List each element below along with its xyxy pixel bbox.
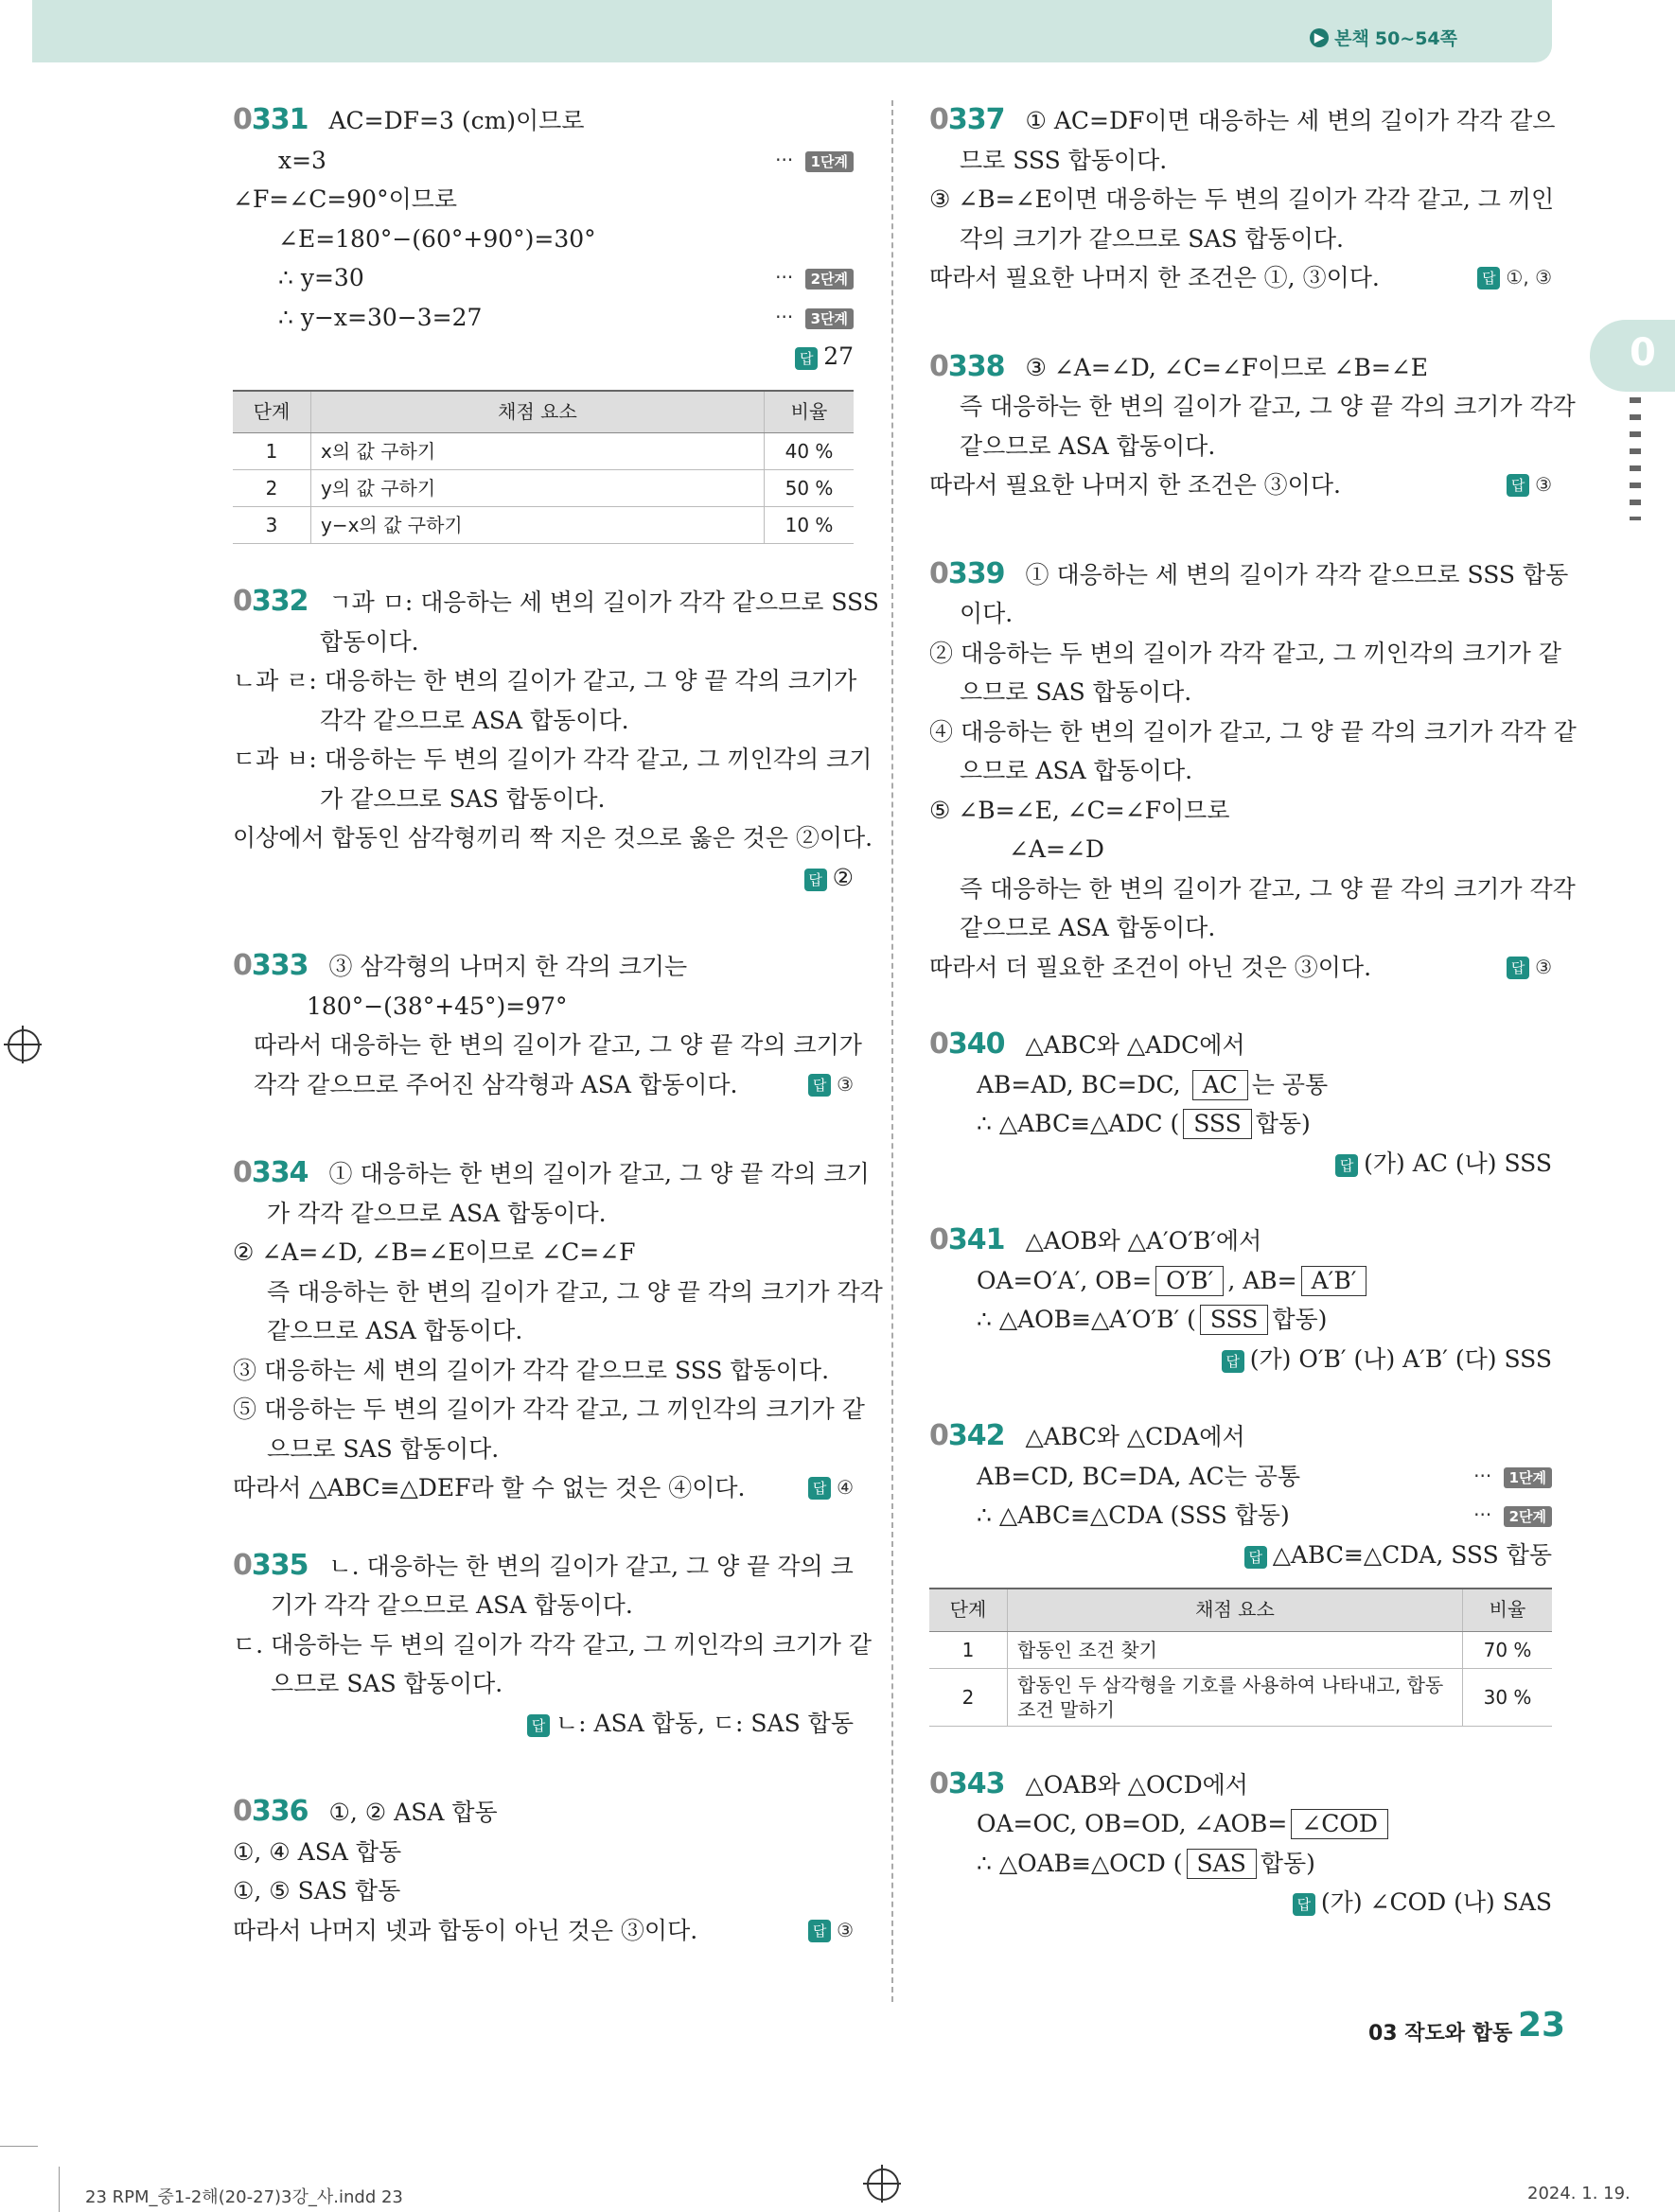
blank-box: O′B′ xyxy=(1155,1266,1224,1296)
solution-line: ∠E=180°−(60°+90°)=30° xyxy=(278,224,596,253)
solution-line: ① 대응하는 한 변의 길이가 같고, 그 양 끝 각의 크기 xyxy=(328,1160,870,1187)
solution-line: 180°−(38°+45°)=97° xyxy=(307,992,568,1020)
solution-line: 같으므로 ASA 합동이다. xyxy=(960,914,1216,941)
solution-line: 각각 같으므로 ASA 합동이다. xyxy=(320,706,629,734)
problem-number: 0338 xyxy=(929,349,1005,383)
solution-line: x=3 xyxy=(278,146,326,174)
answer-icon: 답 xyxy=(808,1920,831,1942)
solution-line: 으므로 ASA 합동이다. xyxy=(960,757,1193,784)
solution-line: ㄷ과 ㅂ: 대응하는 두 변의 길이가 각각 같고, 그 끼인각의 크기 xyxy=(233,746,873,773)
arrow-right-icon: ▶ xyxy=(1310,28,1329,47)
solution-line: ㄴ. 대응하는 한 변의 길이가 같고, 그 양 끝 각의 크 xyxy=(328,1552,854,1580)
answer: 답 (가) AC (나) SSS xyxy=(929,1144,1552,1184)
answer-icon: 답 xyxy=(1507,957,1529,979)
solution-line: 이상에서 합동인 삼각형끼리 짝 지은 것으로 옳은 것은 ②이다. xyxy=(233,824,873,851)
solution-line: 따라서 필요한 나머지 한 조건은 ③이다. xyxy=(929,471,1341,499)
problem-number: 0342 xyxy=(929,1419,1005,1452)
blank-box: A′B′ xyxy=(1301,1266,1367,1296)
solution-line: 가 같으므로 SAS 합동이다. xyxy=(320,784,606,813)
answer: 답 (가) O′B′ (나) A′B′ (다) SSS xyxy=(929,1340,1552,1379)
step-marker: ··· 1단계 xyxy=(1473,1457,1552,1497)
solution-line: 합동이다. xyxy=(320,627,419,656)
problem-number: 0341 xyxy=(929,1223,1005,1256)
table-row: 2 y의 값 구하기 50 % xyxy=(233,470,854,507)
solution-line: ∴ △ABC≡△CDA (SSS 합동) xyxy=(977,1501,1290,1529)
solution-line: 따라서 나머지 넷과 합동이 아닌 것은 ③이다. xyxy=(233,1916,698,1944)
problem-0338 xyxy=(929,347,1576,505)
solution-line: ①, ④ ASA 합동 xyxy=(233,1837,402,1866)
registration-mark-icon xyxy=(8,1029,40,1062)
solution-line: ③ 삼각형의 나머지 한 각의 크기는 xyxy=(328,953,688,980)
solution-line: ② ∠A=∠D, ∠B=∠E이므로 ∠C=∠F xyxy=(233,1238,636,1266)
solution-line: ㄱ과 ㅁ: 대응하는 세 변의 길이가 각각 같으므로 SSS xyxy=(328,588,879,616)
table-row: 3 y−x의 값 구하기 10 % xyxy=(233,507,854,544)
crop-mark xyxy=(59,2167,60,2212)
answer: 답 (가) ∠COD (나) SAS xyxy=(929,1883,1552,1922)
answer-icon: 답 xyxy=(795,347,818,370)
solution-line: 므로 SSS 합동이다. xyxy=(960,146,1168,174)
step-marker: ··· 3단계 xyxy=(775,298,854,338)
answer-icon: 답 xyxy=(1244,1546,1267,1569)
solution-line: △ABC와 △ADC에서 xyxy=(1025,1031,1245,1059)
solution-line: 따라서 △ABC≡△DEF라 할 수 없는 것은 ④이다. xyxy=(233,1474,746,1501)
answer: 답 ㄴ: ASA 합동, ㄷ: SAS 합동 xyxy=(233,1704,854,1744)
problem-0332 xyxy=(233,582,879,897)
problem-number: 0331 xyxy=(233,103,309,136)
solution-line: 각의 크기가 같으므로 SAS 합동이다. xyxy=(960,224,1344,253)
solution-line: 따라서 필요한 나머지 한 조건은 ①, ③이다. xyxy=(929,264,1380,291)
solution-line: ①, ⑤ SAS 합동 xyxy=(233,1877,401,1905)
top-banner xyxy=(32,0,1552,62)
scoring-table: 단계 채점 요소 비율 1 x의 값 구하기 40 % 2 y의 값 구하기 50 % 3 y−x의 값 구하기 10 % xyxy=(233,390,854,545)
solution-line: ㄴ과 ㄹ: 대응하는 한 변의 길이가 같고, 그 양 끝 각의 크기가 xyxy=(233,667,857,694)
solution-line: 각각 같으므로 주어진 삼각형과 ASA 합동이다. xyxy=(254,1070,738,1098)
answer: 답 ③ xyxy=(1507,948,1552,988)
solution-line: ③ ∠B=∠E이면 대응하는 두 변의 길이가 각각 같고, 그 끼인 xyxy=(929,185,1555,213)
blank-box: ∠COD xyxy=(1291,1809,1388,1839)
left-column xyxy=(233,100,883,1982)
table-row: 1 합동인 조건 찾기 70 % xyxy=(929,1631,1552,1668)
solution-line: 같으므로 ASA 합동이다. xyxy=(267,1317,523,1344)
solution-line: ② 대응하는 두 변의 길이가 각각 같고, 그 끼인각의 크기가 같 xyxy=(929,639,1561,667)
blank-box: SSS xyxy=(1183,1109,1252,1139)
answer-icon: 답 xyxy=(1477,267,1500,290)
problem-number: 0343 xyxy=(929,1766,1005,1800)
solution-line: 으므로 SAS 합동이다. xyxy=(271,1670,503,1697)
solution-line: 즉 대응하는 한 변의 길이가 같고, 그 양 끝 각의 크기가 각각 xyxy=(960,874,1576,903)
chapter-side-tab xyxy=(1590,320,1675,392)
solution-line: ㄷ. 대응하는 두 변의 길이가 각각 같고, 그 끼인각의 크기가 같 xyxy=(233,1630,872,1659)
answer: 답 ② xyxy=(233,858,854,898)
problem-0337 xyxy=(929,100,1556,298)
right-column xyxy=(929,100,1577,1955)
solution-line: ④ 대응하는 한 변의 길이가 같고, 그 양 끝 각의 크기가 각각 같 xyxy=(929,717,1577,746)
solution-line: 기가 각각 같으므로 ASA 합동이다. xyxy=(271,1591,633,1619)
blank-box: AC xyxy=(1192,1070,1248,1100)
answer-icon: 답 xyxy=(1335,1154,1358,1177)
crop-mark xyxy=(0,2146,38,2147)
problem-0331 xyxy=(233,100,854,544)
solution-line: ∠F=∠C=90°이므로 xyxy=(233,185,458,213)
solution-line: 가 각각 같으므로 ASA 합동이다. xyxy=(267,1199,607,1227)
problem-0343: 0343 △OAB와 △OCD에서 OA=OC, OB=OD, ∠AOB= ∠COD ∴ △OAB≡△OCD ( SAS 합동) 답 (가) ∠COD (나) SAS xyxy=(929,1764,1552,1922)
step-marker: ··· 2단계 xyxy=(775,258,854,298)
page-reference xyxy=(1310,25,1457,50)
problem-0335 xyxy=(233,1546,872,1744)
answer-icon: 답 xyxy=(1507,474,1529,497)
table-row: 1 x의 값 구하기 40 % xyxy=(233,433,854,470)
solution-line: △OAB와 △OCD에서 xyxy=(1025,1770,1248,1799)
solution-line: AB=CD, BC=DA, AC는 공통 xyxy=(977,1462,1301,1490)
solution-line: ⑤ 대응하는 두 변의 길이가 각각 같고, 그 끼인각의 크기가 같 xyxy=(233,1396,865,1423)
table-row: 2 합동인 두 삼각형을 기호를 사용하여 나타내고, 합동 조건 말하기 30 % xyxy=(929,1668,1552,1726)
answer: 답 27 xyxy=(233,337,854,377)
answer: 답 ④ xyxy=(808,1468,854,1508)
problem-number: 0336 xyxy=(233,1795,309,1828)
solution-line: 즉 대응하는 한 변의 길이가 같고, 그 양 끝 각의 크기가 각각 xyxy=(267,1277,883,1306)
problem-0341: 0341 △AOB와 △A′O′B′에서 OA=O′A′, OB= O′B′ , AB= A′B′ ∴ △AOB≡△A′O′B′ ( SSS 합동) 답 (가) O′B′ (나) A′B′ (다) SSS xyxy=(929,1220,1552,1378)
solution-line: 으므로 SAS 합동이다. xyxy=(267,1434,500,1463)
solution-line: ① AC=DF이면 대응하는 세 변의 길이가 각각 같으 xyxy=(1025,107,1556,134)
problem-number: 0339 xyxy=(929,556,1005,590)
solution-line: 따라서 대응하는 한 변의 길이가 같고, 그 양 끝 각의 크기가 xyxy=(254,1031,862,1059)
answer: 답 ③ xyxy=(808,1911,854,1951)
solution-line: ③ ∠A=∠D, ∠C=∠F이므로 ∠B=∠E xyxy=(1025,353,1428,381)
scoring-table: 단계 채점 요소 비율 1 합동인 조건 찾기 70 % 2 합동인 두 삼각형을 기호를 사용하여 나타내고, 합동 조건 말하기 30 % xyxy=(929,1588,1552,1727)
solution-line: ①, ② ASA 합동 xyxy=(328,1799,498,1826)
solution-line: ∴ y−x=30−3=27 xyxy=(278,303,483,331)
step-marker: ··· 2단계 xyxy=(1473,1496,1552,1536)
answer-icon: 답 xyxy=(808,1074,831,1097)
solution-line: ① 대응하는 세 변의 길이가 각각 같으므로 SSS 합동 xyxy=(1025,560,1569,588)
answer: 답 △ABC≡△CDA, SSS 합동 xyxy=(929,1536,1552,1575)
answer: 답 ①, ③ xyxy=(1477,258,1552,298)
solution-line: ⑤ ∠B=∠E, ∠C=∠F이므로 xyxy=(929,796,1230,824)
problem-number: 0337 xyxy=(929,103,1005,136)
answer-icon: 답 xyxy=(1222,1350,1244,1373)
problem-number: 0333 xyxy=(233,949,309,982)
problem-0336 xyxy=(233,1792,854,1950)
solution-line: ∠A=∠D xyxy=(1009,835,1104,863)
problem-0339 xyxy=(929,554,1577,988)
print-date: 2024. 1. 19. xyxy=(1527,2184,1631,2203)
side-chapter-text xyxy=(1630,397,1641,520)
registration-mark-icon xyxy=(867,2168,899,2201)
side-tab-label: 0 xyxy=(1630,331,1656,375)
ref-label: 본책 xyxy=(1334,28,1369,49)
answer-icon: 답 xyxy=(527,1714,550,1737)
blank-box: SAS xyxy=(1187,1849,1257,1879)
solution-line: 따라서 더 필요한 조건이 아닌 것은 ③이다. xyxy=(929,953,1372,981)
blank-box: SSS xyxy=(1200,1305,1269,1335)
solution-line: 즉 대응하는 한 변의 길이가 같고, 그 양 끝 각의 크기가 각각 xyxy=(960,393,1576,420)
solution-line: AC=DF=3 (cm)이므로 xyxy=(328,107,585,134)
problem-0342 xyxy=(929,1416,1552,1727)
problem-0333 xyxy=(233,946,862,1104)
solution-line: △AOB와 △A′O′B′에서 xyxy=(1025,1227,1262,1255)
answer: 답 ③ xyxy=(1507,465,1552,505)
solution-line: 으므로 SAS 합동이다. xyxy=(960,678,1192,706)
chapter-title: 03 작도와 합동 xyxy=(1368,2022,1513,2045)
page-number: 23 xyxy=(1518,2006,1566,2045)
answer-icon: 답 xyxy=(1293,1893,1315,1916)
problem-number: 0340 xyxy=(929,1027,1005,1061)
solution-line: △ABC와 △CDA에서 xyxy=(1025,1423,1245,1450)
answer: 답 ③ xyxy=(808,1065,854,1105)
ref-pages: 50~54쪽 xyxy=(1374,28,1457,49)
problem-0340: 0340 △ABC와 △ADC에서 AB=AD, BC=DC, AC 는 공통 ∴ △ABC≡△ADC ( SSS 합동) 답 (가) AC (나) SSS xyxy=(929,1025,1552,1183)
step-marker: ··· 1단계 xyxy=(775,141,854,181)
solution-line: ∴ y=30 xyxy=(278,264,364,291)
problem-number: 0332 xyxy=(233,585,309,618)
solution-line: 같으므로 ASA 합동이다. xyxy=(960,431,1216,460)
answer-icon: 답 xyxy=(804,869,827,891)
solution-line: 이다. xyxy=(960,600,1014,627)
answer-icon: 답 xyxy=(808,1477,831,1500)
problem-0334 xyxy=(233,1153,883,1508)
solution-line: ③ 대응하는 세 변의 길이가 각각 같으므로 SSS 합동이다. xyxy=(233,1356,830,1384)
problem-number: 0334 xyxy=(233,1156,309,1189)
print-file-name: 23 RPM_중1-2해(20-27)3강_사.indd 23 xyxy=(85,2187,403,2207)
problem-number: 0335 xyxy=(233,1548,309,1582)
column-divider xyxy=(891,100,893,2002)
